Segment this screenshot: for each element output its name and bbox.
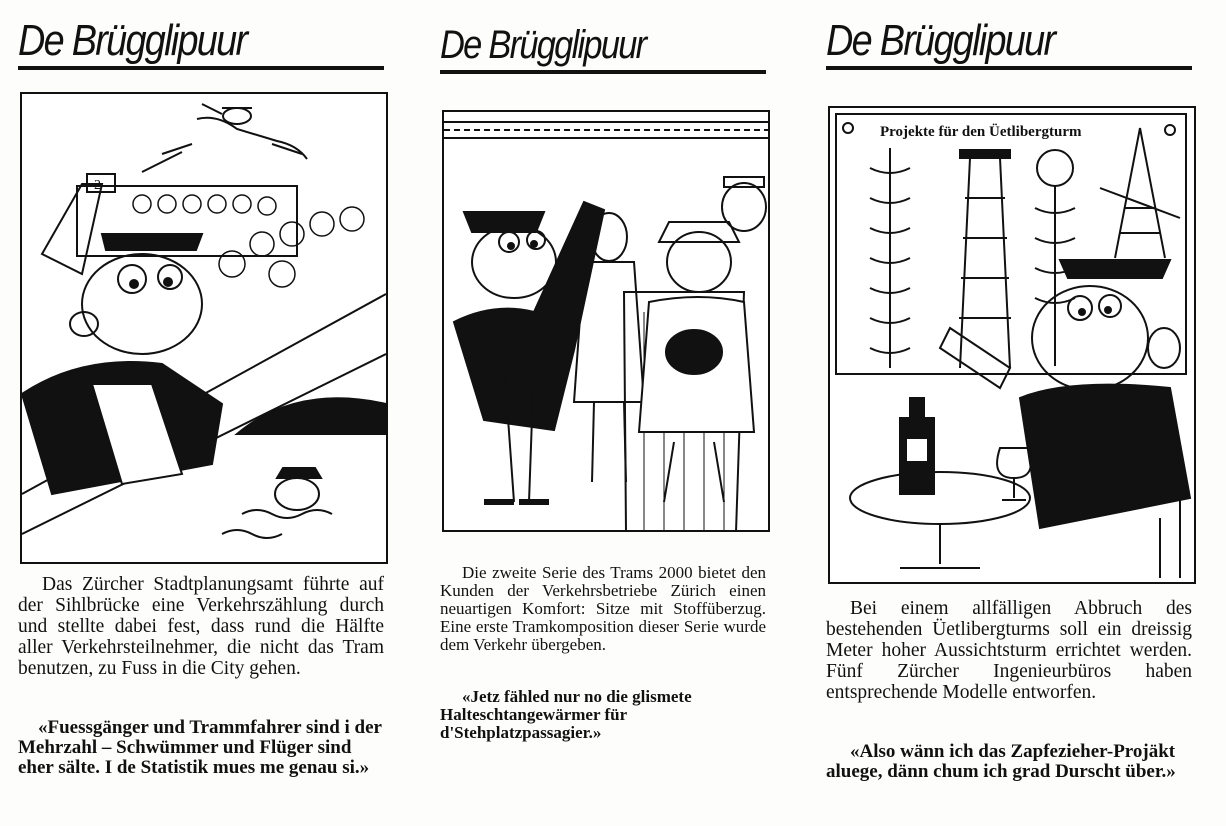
strip-1-quote: «Fuessgänger und Trammfahrer sind i der Mehrzahl – Schwümmer und Flüger sind eher sälte. I de Statistik mues me genau si.» <box>18 717 382 778</box>
cartoon-bridge-drawing <box>22 94 386 562</box>
cartoon-panel-tram <box>442 110 770 532</box>
strip-1-heading: De Brügglipuur <box>18 16 247 65</box>
strip-2 <box>440 0 770 826</box>
cartoon-tower-drawing <box>830 108 1194 582</box>
cartoon-panel-tower <box>828 106 1196 584</box>
heading-rule <box>440 70 766 74</box>
heading-rule <box>826 66 1192 70</box>
strip-3-quote: «Also wänn ich das Zapfezieher-Projäkt aluege, dänn chum ich grad Durscht über.» <box>826 741 1176 782</box>
cartoon-tram-drawing <box>444 112 768 530</box>
strip-1-body-text: Das Zürcher Stadtplanungsamt führte auf der Sihlbrücke eine Verkehrszählung durch und stellte dabei fest, dass rund die Hälfte aller Verkehrsteilnehmer, die nicht das Tram benutzen, zu Fuss in die City gehen. <box>18 574 384 679</box>
strip-3-heading: De Brügglipuur <box>826 16 1055 65</box>
strip-3-body-text: Bei einem allfälligen Abbruch des bestehenden Üetlibergturms soll ein dreissig Meter hoher Aussichtsturm errichtet werden. Fünf Zürcher Ingenieurbüros haben entsprechende Modelle entworfen. <box>826 598 1192 703</box>
strip-3 <box>826 0 1196 826</box>
strip-2-heading: De Brügglipuur <box>440 23 646 67</box>
strip-2-body-text: Die zweite Serie des Trams 2000 bietet den Kunden der Verkehrsbetriebe Zürich einen neuartigen Komfort: Sitze mit Stoffüberzug. Eine erste Tramkomposition dieser Serie wurde dem Verkehr übergeben. <box>440 563 766 654</box>
cartoon-panel-bridge <box>20 92 388 564</box>
strip-1 <box>18 0 388 826</box>
tram-number: 2 <box>94 178 101 193</box>
strip-2-quote: «Jetz fähled nur no die glismete Halteschtangewärmer für d'Stehplatzpassagier.» <box>440 687 692 742</box>
heading-rule <box>18 66 384 70</box>
poster-title: Projekte für den Üetlibergturm <box>880 124 1082 140</box>
